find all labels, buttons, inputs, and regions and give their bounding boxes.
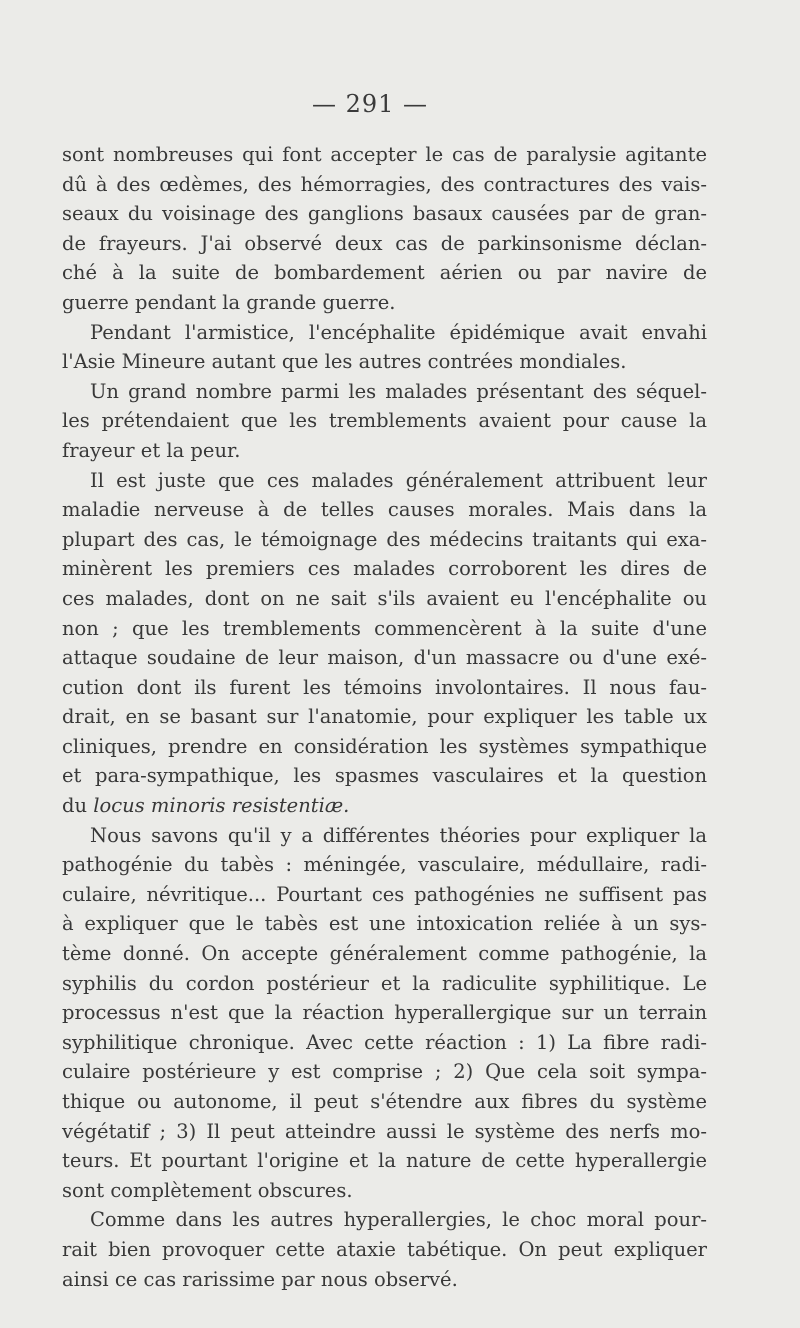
text-line: non ; que les tremblements commencèrent à la suite d'une bbox=[62, 616, 707, 640]
text-line: ainsi ce cas rarissime par nous observé. bbox=[62, 1267, 458, 1291]
text-line: les prétendaient que les tremblements avaient pour cause la bbox=[62, 409, 707, 433]
text-line: syphilis du cordon postérieur et la radiculite syphilitique. Le bbox=[62, 971, 707, 995]
text-line: ces malades, dont on ne sait s'ils avaient eu l'encéphalite ou bbox=[62, 586, 707, 610]
text-line: frayeur et la peur. bbox=[62, 438, 241, 462]
text-line: culaire, névritique... Pourtant ces pathogénies ne suffisent pas bbox=[62, 882, 707, 906]
text-line-italic-ending bbox=[62, 791, 707, 821]
text-line: sont nombreuses qui font accepter le cas de paralysie agitante bbox=[62, 143, 707, 166]
text-line: Pendant l'armistice, l'encéphalite épidémique avait envahi bbox=[90, 320, 707, 344]
text-line: pathogénie du tabès : méningée, vasculaire, médullaire, radi- bbox=[62, 853, 707, 877]
text-line-start: du bbox=[62, 794, 88, 818]
text-line: et para-sympathique, les spasmes vasculaires et la question bbox=[62, 764, 707, 788]
text-line: minèrent les premiers ces malades corroborent les dires de bbox=[62, 557, 707, 581]
text-line: l'Asie Mineure autant que les autres contrées mondiales. bbox=[62, 350, 627, 374]
text-line: cution dont ils furent les témoins involontaires. Il nous fau- bbox=[62, 675, 707, 699]
text-line: sont complètement obscures. bbox=[62, 1178, 353, 1202]
text-line: végétatif ; 3) Il peut atteindre aussi le système des nerfs mo- bbox=[62, 1119, 707, 1143]
text-line: de frayeurs. J'ai observé deux cas de parkinsonisme déclan- bbox=[62, 231, 707, 255]
text-line: attaque soudaine de leur maison, d'un massacre ou d'une exé- bbox=[62, 646, 707, 670]
text-line: tème donné. On accepte généralement comme pathogénie, la bbox=[62, 942, 707, 966]
text-line: plupart des cas, le témoignage des médecins traitants qui exa- bbox=[62, 527, 707, 551]
text-line: dû à des œdèmes, des hémorragies, des contractures des vais- bbox=[62, 172, 707, 196]
text-line: thique ou autonome, il peut s'étendre aux fibres du système bbox=[62, 1090, 707, 1113]
text-line: Un grand nombre parmi les malades présentant des séquel- bbox=[90, 379, 707, 403]
text-line: Il est juste que ces malades généralement attribuent leur bbox=[90, 468, 707, 492]
text-line: drait, en se basant sur l'anatomie, pour expliquer les table ux bbox=[62, 705, 707, 729]
text-line: maladie nerveuse à de telles causes morales. Mais dans la bbox=[62, 498, 707, 522]
body-text bbox=[62, 140, 707, 1294]
text-line: ché à la suite de bombardement aérien ou par navire de bbox=[62, 261, 707, 285]
text-line: syphilitique chronique. Avec cette réaction : 1) La fibre radi- bbox=[62, 1030, 707, 1054]
text-line: guerre pendant la grande guerre. bbox=[62, 290, 396, 314]
text-line: culaire postérieure y est comprise ; 2) Que cela soit sympa- bbox=[62, 1060, 707, 1084]
text-line: teurs. Et pourtant l'origine et la nature de cette hyperallergie bbox=[62, 1149, 707, 1173]
text-line: processus n'est que la réaction hyperallergique sur un terrain bbox=[62, 1001, 707, 1025]
page-number: — 291 — bbox=[311, 90, 429, 118]
text-line: à expliquer que le tabès est une intoxication reliée à un sys- bbox=[62, 912, 707, 936]
italic-phrase: locus minoris resistentiæ. bbox=[93, 794, 350, 818]
text-line: seaux du voisinage des ganglions basaux causées par de gran- bbox=[62, 202, 707, 226]
text-line: Nous savons qu'il y a différentes théories pour expliquer la bbox=[90, 823, 707, 847]
text-line: cliniques, prendre en considération les systèmes sympathique bbox=[62, 734, 707, 758]
text-line: Comme dans les autres hyperallergies, le choc moral pour- bbox=[90, 1208, 707, 1232]
text-line: rait bien provoquer cette ataxie tabétique. On peut expliquer bbox=[62, 1237, 707, 1261]
